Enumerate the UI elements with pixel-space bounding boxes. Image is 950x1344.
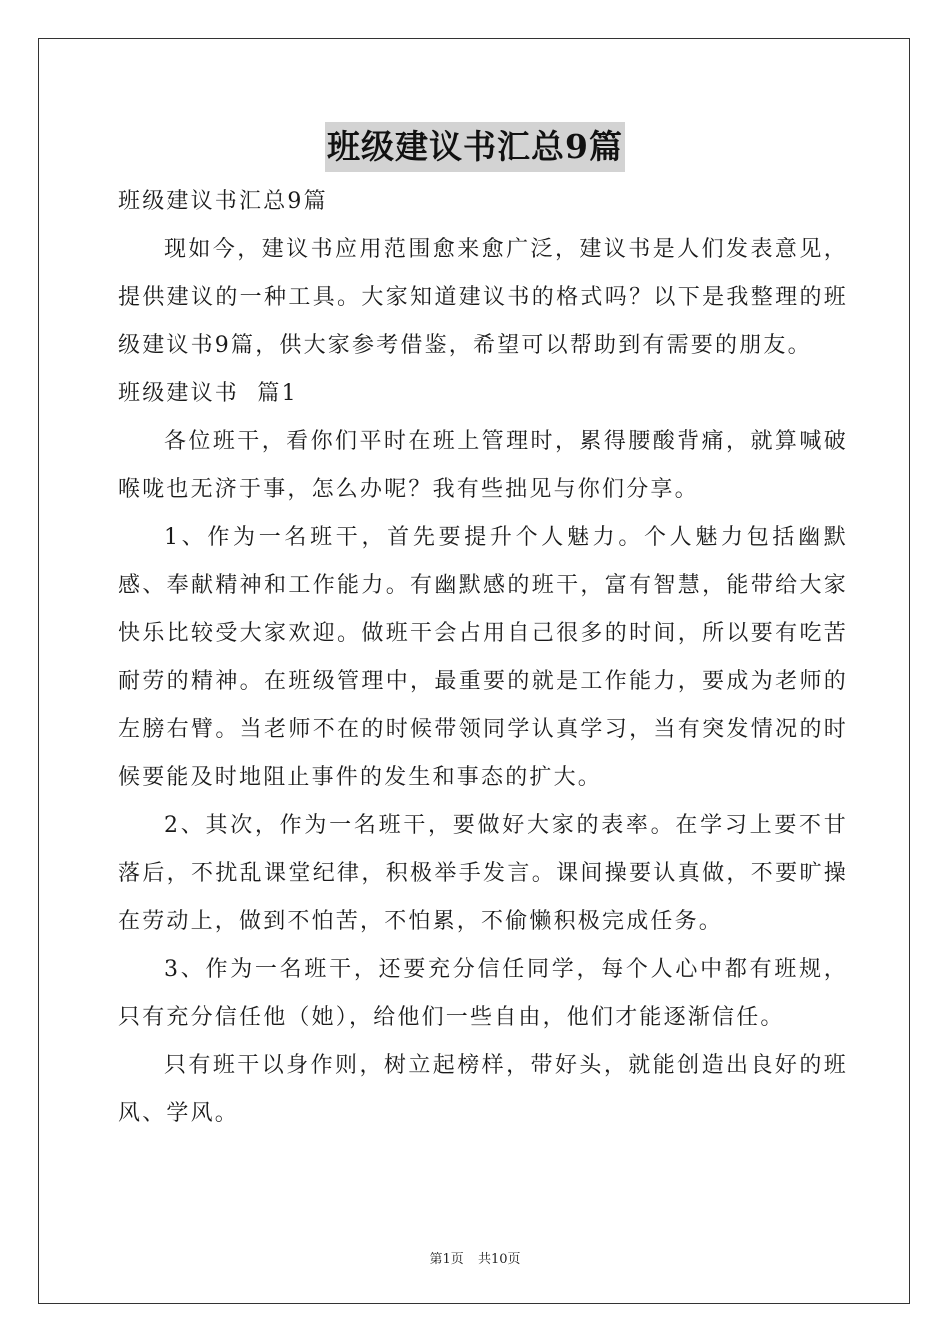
body-paragraph: 各位班干，看你们平时在班上管理时，累得腰酸背痛，就算喊破喉咙也无济于事，怎么办呢？我有些拙见与你们分享。 bbox=[118, 429, 848, 502]
page-number: 第1页 bbox=[429, 1252, 464, 1267]
page-footer bbox=[0, 1248, 950, 1267]
body-paragraph: 2、其次，作为一名班干，要做好大家的表率。在学习上要不甘落后，不扰乱课堂纪律，积极举手发言。课间操要认真做，不要旷操在劳动上，做到不怕苦，不怕累，不偷懒积极完成任务。 bbox=[118, 813, 848, 934]
body-paragraph: 只有班干以身作则，树立起榜样，带好头，就能创造出良好的班风、学风。 bbox=[118, 1053, 848, 1126]
title-container bbox=[0, 122, 950, 172]
body-paragraph: 3、作为一名班干，还要充分信任同学，每个人心中都有班规，只有充分信任他（她），给他们一些自由，他们才能逐渐信任。 bbox=[118, 957, 848, 1030]
total-pages: 共10页 bbox=[477, 1252, 521, 1267]
intro-paragraph: 现如今，建议书应用范围愈来愈广泛，建议书是人们发表意见，提供建议的一种工具。大家知道建议书的格式吗？以下是我整理的班级建议书9篇，供大家参考借鉴，希望可以帮助到有需要的朋友。 bbox=[118, 237, 848, 358]
body-paragraph: 1、作为一名班干，首先要提升个人魅力。个人魅力包括幽默感、奉献精神和工作能力。有幽默感的班干，富有智慧，能带给大家快乐比较受大家欢迎。做班干会占用自己很多的时间，所以要有吃苦耐劳的精神。在班级管理中，最重要的就是工作能力，要成为老师的左膀右臂。当老师不在的时候带领同学认真学习，当有突发情况的时候要能及时地阻止事件的发生和事态的扩大。 bbox=[118, 525, 848, 790]
document-subtitle: 班级建议书汇总9篇 bbox=[118, 189, 328, 214]
document-body bbox=[118, 178, 848, 1138]
document-title: 班级建议书汇总9篇 bbox=[325, 122, 625, 172]
section-heading: 班级建议书 篇1 bbox=[118, 381, 298, 406]
